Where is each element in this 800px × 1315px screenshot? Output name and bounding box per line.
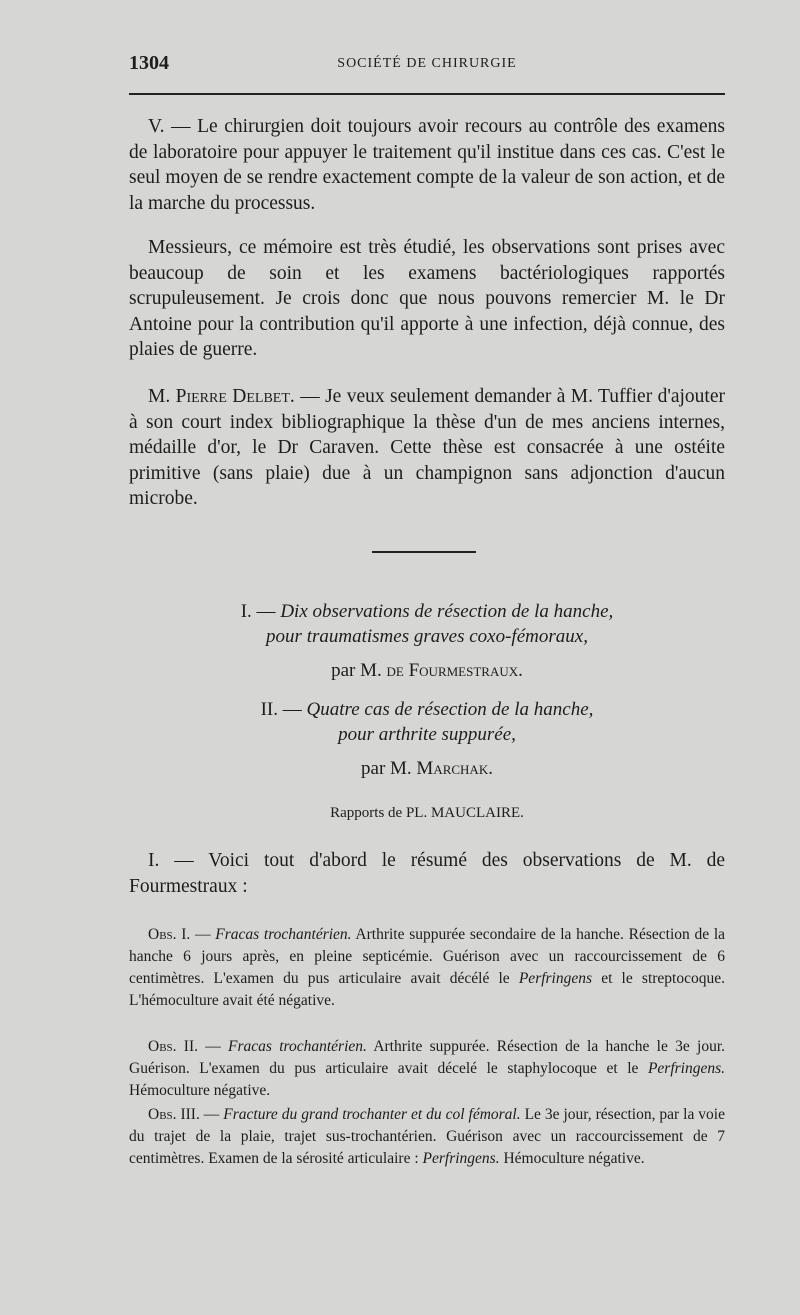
speaker-name: M. Pierre Delbet. — [148, 386, 295, 407]
header-rule — [129, 93, 725, 95]
obs-2-label: Obs. II. — [148, 1038, 198, 1055]
obs-3-text-b: Hémoculture négative. — [499, 1150, 645, 1167]
obs-3-title: Fracture du grand trochanter et du col fémoral. — [223, 1106, 521, 1123]
title-1-line-1 — [129, 599, 725, 624]
obs-1-perfringens: Perfringens — [518, 970, 593, 987]
byline-prefix: par M. — [331, 660, 387, 681]
obs-1-text-b: et le streptocoque. L'hémoculture avait été négative. — [129, 970, 725, 1009]
title-2-text: Quatre cas de résection de la hanche, — [306, 699, 594, 720]
obs-3-perfringens: Perfringens. — [422, 1150, 500, 1167]
title-1-number: I. — — [240, 601, 281, 622]
obs-2-dash: — — [198, 1038, 229, 1055]
obs-2-perfringens: Perfringens. — [647, 1060, 725, 1077]
title-2-number: II. — — [260, 699, 307, 720]
reports-line: Rapports de PL. MAUCLAIRE. — [330, 805, 524, 821]
author-marchak: Marchak. — [416, 758, 493, 779]
section-divider — [372, 551, 476, 553]
paragraph-conclusion-v: V. — Le chirurgien doit toujours avoir recours au contrôle des examens de laboratoire pour appuyer le traitement qu'il institue dans ces cas. C'est le seul moyen de se rendre exactement compte de la valeur de son action, et de la marche du processus. — [129, 116, 725, 214]
observation-2 — [129, 1036, 725, 1102]
observation-3 — [129, 1104, 725, 1170]
obs-1-text-a: Arthrite suppurée secondaire de la hanche. Résection de la hanche 6 jours après, en pleine septicémie. Guérison avec un raccourcissement de 6 centimètres. L'examen du pus articulaire avait décélé le — [129, 926, 726, 987]
page-header — [129, 52, 725, 78]
byline-prefix: par M. — [361, 758, 417, 779]
obs-1-dash: — — [190, 926, 216, 943]
title-2-line-2: pour arthrite suppurée, — [338, 724, 516, 745]
title-1-text: Dix observations de résection de la hanche, — [280, 601, 614, 622]
running-title: SOCIÉTÉ DE CHIRURGIE — [337, 56, 517, 71]
obs-2-text-b: Hémoculture négative. — [129, 1082, 271, 1099]
obs-2-text-a: Arthrite suppurée. Résection de la hanche le 3e jour. Guérison. L'examen du pus articulaire avait décelé le staphylocoque et le — [129, 1038, 725, 1077]
obs-1-title: Fracas trochantérien. — [215, 926, 352, 943]
obs-3-dash: — — [199, 1106, 224, 1123]
obs-3-label: Obs. III. — [148, 1106, 200, 1123]
observation-1 — [129, 924, 725, 1012]
title-2-line-1 — [129, 697, 725, 722]
paragraph-intro: I. — Voici tout d'abord le résumé des observations de M. de Fourmestraux : — [129, 850, 725, 897]
title-1-byline — [129, 658, 725, 683]
obs-3-text-a: Le 3e jour, résection, par la voie du trajet de la plaie, trajet sus-trochantérien. Guérison avec un raccourcissement de 7 centimètres. Examen de la sérosité articulaire : — [129, 1106, 725, 1167]
title-2-byline — [129, 756, 725, 781]
paragraph-delbet — [129, 384, 725, 512]
page-number: 1304 — [129, 52, 169, 74]
obs-2-title: Fracas trochantérien. — [228, 1038, 367, 1055]
paragraph-messieurs: Messieurs, ce mémoire est très étudié, les observations sont prises avec beaucoup de soin et les examens bactériologiques rapportés scrupuleusement. Je crois donc que nous pouvons remercier M. le Dr Antoine pour la contribution qu'il apporte à une infection, déjà connue, des plaies de guerre. — [129, 237, 725, 360]
title-1-line-2: pour traumatismes graves coxo-fémoraux, — [266, 626, 588, 647]
author-fourmestraux: de Fourmestraux. — [386, 660, 523, 681]
obs-1-label: Obs. I. — [148, 926, 191, 943]
delbet-remark: — Je veux seulement demander à M. Tuffier d'ajouter à son court index bibliographique la thèse d'un de mes anciens internes, médaille d'or, le Dr Caraven. Cette thèse est consacrée à une ostéite primitive (sans plaie) due à un champignon sans adjonction d'aucun microbe. — [129, 386, 725, 509]
